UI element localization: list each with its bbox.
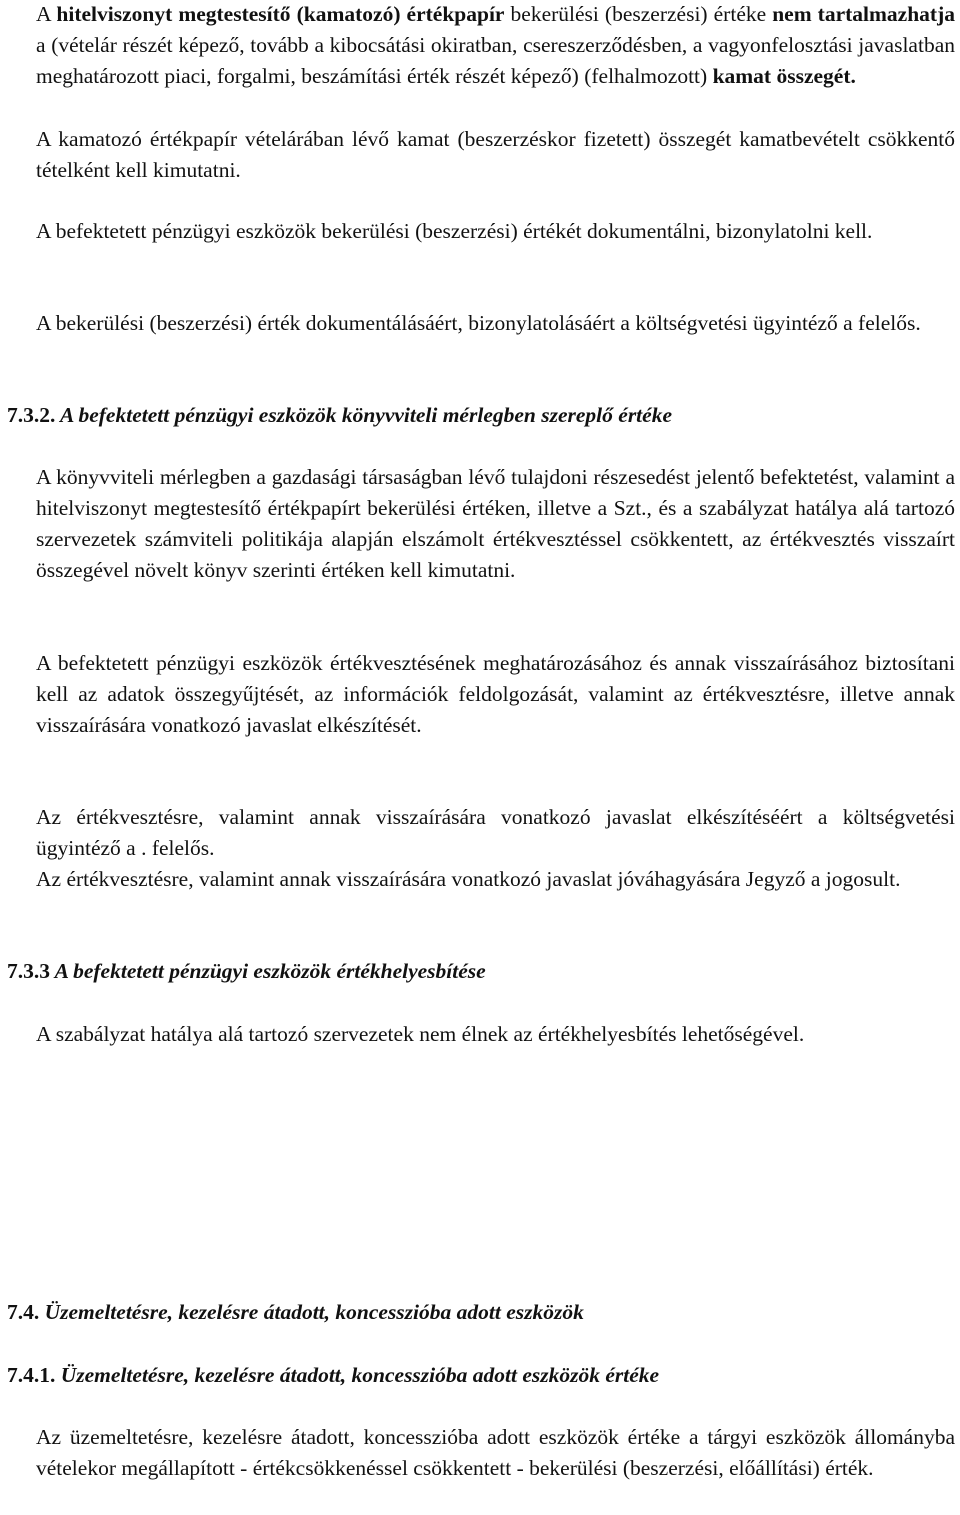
bold-text: kamat összegét. [712, 64, 856, 88]
paragraph-kamat: A kamatozó értékpapír vételárában lévő kamat (beszerzéskor fizetett) összegét kamatbevételt csökkentő tételként kell kimutatni. [36, 127, 955, 182]
paragraph-text: bekerülési (beszerzési) értéke [504, 2, 773, 26]
paragraph-text: A [36, 2, 57, 26]
section-heading-7-3-3 [7, 956, 955, 987]
section-title: Üzemeltetésre, kezelésre átadott, koncesszióba adott eszközök értéke [55, 1363, 660, 1387]
section-title: A befektetett pénzügyi eszközök értékhelyesbítése [50, 959, 486, 983]
bold-text: hitelviszonyt megtestesítő (kamatozó) értékpapír [56, 2, 505, 26]
section-heading-7-3-2 [7, 400, 955, 431]
section-number: 7.3.2. [7, 403, 56, 427]
section-title: A befektetett pénzügyi eszközök könyvviteli mérlegben szereplő értéke [55, 403, 672, 427]
paragraph-jovahagyas: Az értékvesztésre, valamint annak visszaírására vonatkozó javaslat jóváhagyására Jegyző a jogosult. [36, 867, 901, 891]
paragraph-hitelviszony [36, 0, 955, 92]
section-heading-7-4-1 [7, 1360, 955, 1391]
section-heading-7-4 [7, 1297, 955, 1328]
bold-text: nem tartalmazhatja [772, 2, 955, 26]
paragraph-felelos: A bekerülési (beszerzési) érték dokumentálásáért, bizonylatolásáért a költségvetési ügyintéző a felelős. [36, 311, 921, 335]
paragraph-ertekvesztes-felelos: Az értékvesztésre, valamint annak visszaírására vonatkozó javaslat elkészítéséért a költségvetési ügyintéző a . felelős. [36, 805, 955, 860]
paragraph-konyvviteli-merleg: A könyvviteli mérlegben a gazdasági társaságban lévő tulajdoni részesedést jelentő befektetést, valamint a hitelviszonyt megtestesítő értékpapírt bekerülési értéken, illetve a Szt., és a szabályzat hatálya alá tartozó szervezetek számviteli politikája alapján elszámolt értékvesztéssel csökkentett, az értékvesztés visszaírt összegével növelt könyv szerinti értéken kell kimutatni. [36, 465, 955, 582]
section-title: Üzemeltetésre, kezelésre átadott, koncesszióba adott eszközök [39, 1300, 584, 1324]
paragraph-dokumentalas: A befektetett pénzügyi eszközök bekerülési (beszerzési) értékét dokumentálni, bizonylatolni kell. [36, 219, 873, 243]
paragraph-text: a (vételár részét képező, tovább a kibocsátási okiratban, csereszerződésben, a vagyonfelosztási javaslatban meghatározott piaci, forgalmi, beszámítási érték részét képező) (felhalmozott) [36, 33, 955, 88]
paragraph-ertekhelyesbites: A szabályzat hatálya alá tartozó szervezetek nem élnek az értékhelyesbítés lehetőségével. [36, 1022, 805, 1046]
section-number: 7.4. [7, 1300, 40, 1324]
section-number: 7.4.1. [7, 1363, 56, 1387]
paragraph-uzemeltetes-erteke: Az üzemeltetésre, kezelésre átadott, koncesszióba adott eszközök értéke a tárgyi eszközök állományba vételekor megállapított - értékcsökkenéssel csökkentett - bekerülési (beszerzési, előállítási) érték. [36, 1425, 955, 1480]
paragraph-ertekvesztes: A befektetett pénzügyi eszközök értékvesztésének meghatározásához és annak visszaírásához biztosítani kell az adatok összegyűjtését, az információk feldolgozását, valamint az értékvesztésre, illetve annak visszaírására vonatkozó javaslat elkészítését. [36, 651, 955, 737]
section-number: 7.3.3 [7, 959, 50, 983]
